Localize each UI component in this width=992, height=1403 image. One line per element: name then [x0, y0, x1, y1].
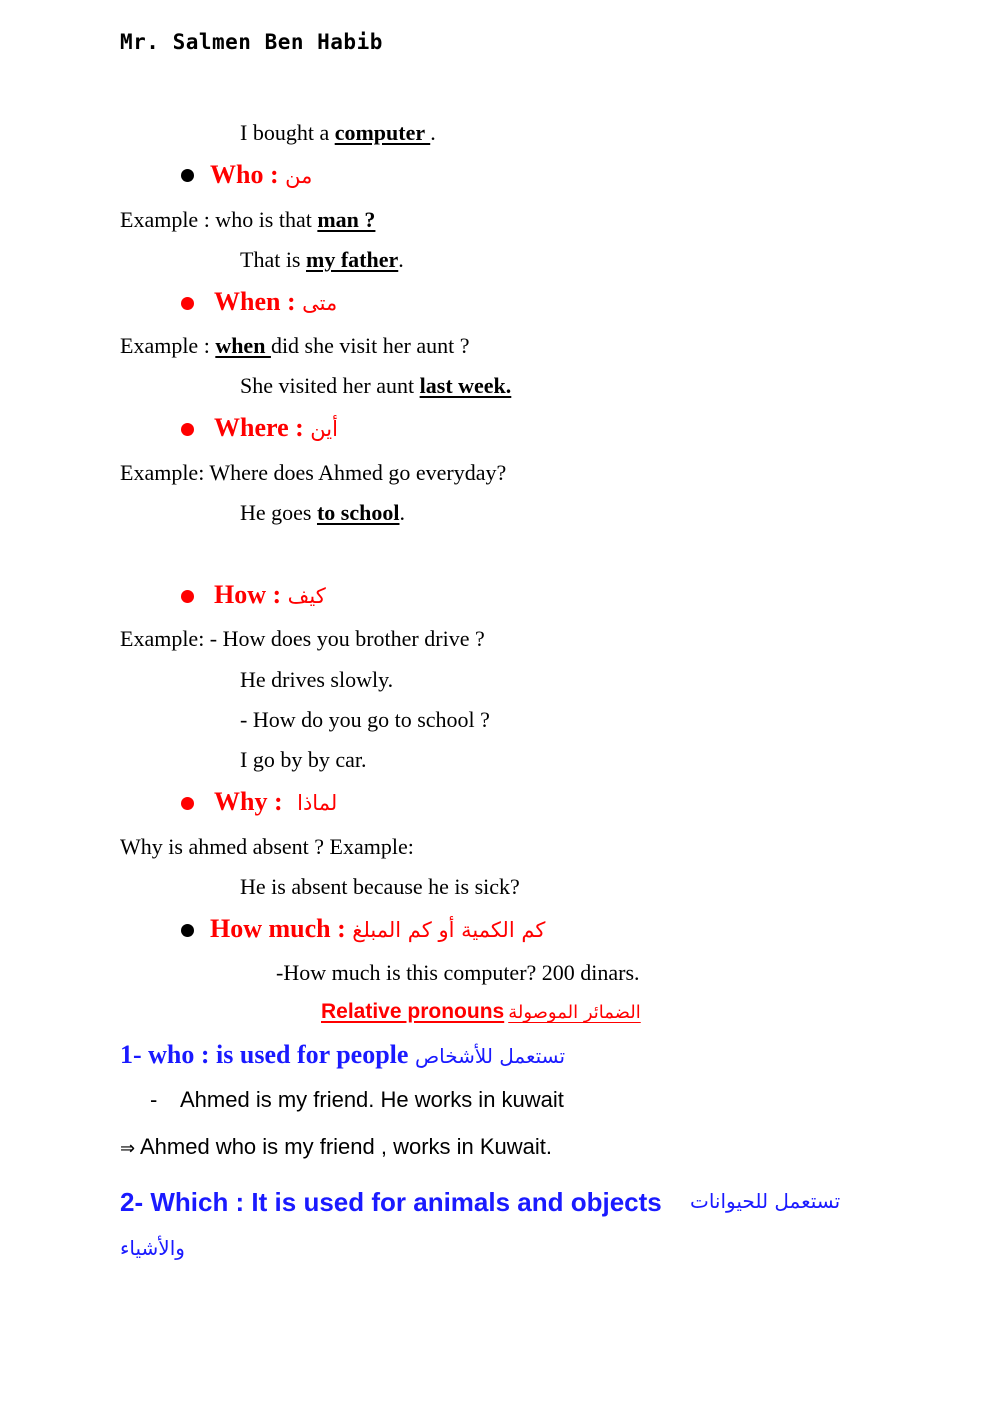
- text: Example :: [120, 333, 216, 358]
- which-arabic-translation-2: والأشياء: [120, 1236, 185, 1260]
- heading-text: How much :: [210, 914, 353, 943]
- heading-text: 1- who : is used for people: [120, 1040, 415, 1069]
- arabic-translation: لماذا: [297, 791, 338, 815]
- bullet-icon: [181, 423, 194, 436]
- why-example-answer: He is absent because he is sick?: [240, 874, 520, 899]
- when-example-answer: [240, 373, 511, 399]
- how-example-question-2: - How do you go to school ?: [240, 707, 490, 732]
- arabic-translation: كيف: [287, 584, 326, 608]
- implies-arrow-icon: ⇒: [120, 1138, 136, 1159]
- underlined-answer: last week.: [419, 373, 512, 398]
- arabic-translation: متى: [302, 291, 338, 315]
- who-relative-example: Ahmed is my friend. He works in kuwait: [180, 1087, 564, 1112]
- why-heading: [214, 787, 337, 817]
- when-example-question: [120, 333, 470, 359]
- heading-text: Who :: [210, 160, 286, 189]
- what-example-answer: [240, 120, 436, 146]
- how-much-heading: [210, 914, 545, 944]
- relative-pronouns-title: [321, 1000, 641, 1024]
- arabic-translation: من: [285, 164, 313, 188]
- how-example-answer-1: He drives slowly.: [240, 667, 394, 692]
- bullet-icon: [181, 169, 194, 182]
- how-example-question-1: Example: - How does you brother drive ?: [120, 626, 485, 651]
- who-heading: [210, 160, 312, 190]
- text: did she visit her aunt ?: [270, 333, 470, 358]
- who-relative-result: [120, 1134, 552, 1160]
- heading-text: Where :: [214, 413, 311, 442]
- arabic-translation: الضمائر الموصولة: [508, 1002, 641, 1023]
- arabic-translation: أين: [310, 417, 338, 441]
- text: He goes: [240, 500, 317, 525]
- text: I bought a: [240, 120, 335, 145]
- dash-marker: -: [150, 1087, 158, 1112]
- underlined-answer: my father: [306, 247, 399, 272]
- underlined-answer: computer: [334, 120, 431, 145]
- text: That is: [240, 247, 306, 272]
- who-example-question: [120, 207, 375, 233]
- bullet-icon: [181, 297, 194, 310]
- bullet-icon: [181, 797, 194, 810]
- how-example-answer-2: I go by by car.: [240, 747, 367, 772]
- text: She visited her aunt: [240, 373, 420, 398]
- text: .: [399, 500, 405, 525]
- arabic-translation: كم الكمية أو كم المبلغ: [352, 918, 546, 942]
- underlined-word: when: [215, 333, 271, 358]
- who-relative-heading: [120, 1040, 565, 1070]
- text: Example : who is that: [120, 207, 318, 232]
- bullet-icon: [181, 590, 194, 603]
- when-heading: [214, 287, 337, 317]
- heading-text: When :: [214, 287, 303, 316]
- heading-text: How :: [214, 580, 288, 609]
- how-much-example: -How much is this computer? 200 dinars.: [276, 960, 640, 985]
- title-text: Relative pronouns: [321, 1000, 505, 1023]
- underlined-word: man ?: [317, 207, 376, 232]
- how-heading: [214, 580, 326, 610]
- underlined-answer: to school: [316, 500, 400, 525]
- who-example-answer: [240, 247, 404, 273]
- bullet-icon: [181, 924, 194, 937]
- where-heading: [214, 413, 338, 443]
- why-example-question: Why is ahmed absent ? Example:: [120, 834, 414, 859]
- text: .: [398, 247, 404, 272]
- heading-text: Why :: [214, 787, 290, 816]
- where-example-question: Example: Where does Ahmed go everyday?: [120, 460, 507, 485]
- which-arabic-translation-1: تستعمل للحيوانات: [690, 1189, 841, 1213]
- where-example-answer: [240, 500, 405, 526]
- text: .: [430, 120, 436, 145]
- author-header: Mr. Salmen Ben Habib: [120, 30, 383, 54]
- arabic-translation: تستعمل للأشخاص: [414, 1044, 566, 1068]
- which-relative-heading: 2- Which : It is used for animals and objects: [120, 1187, 662, 1217]
- result-text: Ahmed who is my friend , works in Kuwait.: [135, 1134, 553, 1159]
